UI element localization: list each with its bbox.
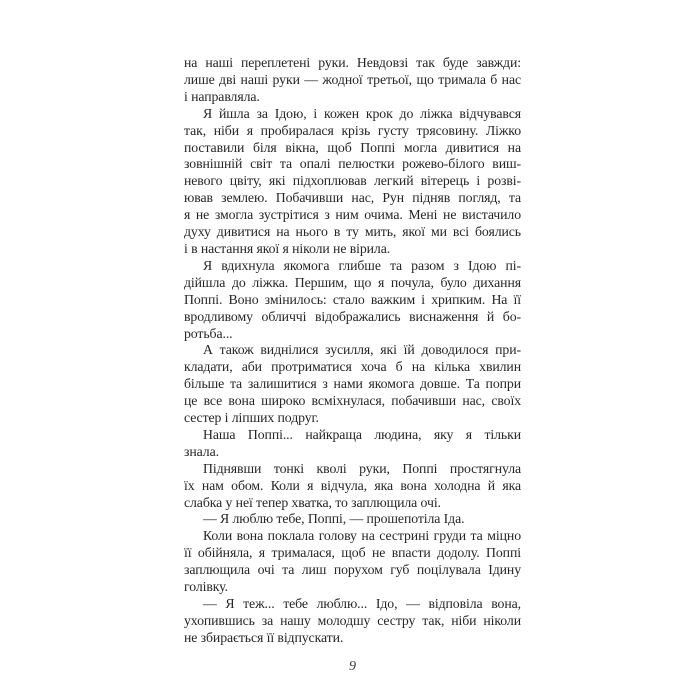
text-line: не збирається її відпускати.: [184, 629, 344, 645]
text-line: їх нам обом. Коли я відчула, яка вона холодна й яка: [184, 477, 521, 493]
text-line: і направляла.: [184, 88, 260, 104]
text-line: слабка у неї тепер хватка, то заплющила очі.: [184, 494, 441, 510]
text-line: невого цвіту, які підхоплював легкий вітерець і розві-: [184, 173, 521, 189]
paragraph: [184, 596, 521, 647]
text-line: дійшла до ліжка. Першим, що я почула, було дихання: [184, 274, 521, 290]
text-line: кладати, аби протриматися хоча б на кілька хвилин: [184, 359, 521, 375]
text-line: — Я люблю тебе, Поппі, — прошепотіла Іда.: [203, 511, 465, 527]
text-line: А також виднілися зусилля, які їй доводилося при-: [203, 342, 521, 358]
text-line: вродливому обличчі відображались виснаження й бо-: [184, 308, 521, 324]
page-text: [184, 55, 521, 647]
text-line: голівку.: [184, 579, 228, 595]
text-line: — Я теж... тебе люблю... Ідо, — відповіла вона,: [203, 596, 521, 611]
paragraph: [184, 342, 521, 427]
text-line: так, ніби я пробиралася крізь густу трясовину. Ліжко: [184, 122, 521, 138]
text-line: її обійняла, я трималася, щоб не впасти додолу. Поппі: [184, 545, 521, 561]
text-line: це все вона широко всміхнулася, побачивши нас, своїх: [184, 393, 521, 409]
text-line: поставили біля вікна, щоб Поппі могла дивитися на: [184, 139, 521, 155]
text-line: лише дві наші руки — жодної третьої, що тримала б нас: [184, 71, 521, 87]
paragraph: [184, 55, 521, 106]
paragraph: [184, 258, 521, 343]
text-line: Коли вона поклала голову на сестрині груди та міцно: [203, 528, 521, 544]
text-line: сестер і ліпших подруг.: [184, 410, 319, 426]
text-line: Піднявши тонкі кволі руки, Поппі простягнула: [203, 460, 521, 476]
text-line: зовнішній світ та опалі пелюстки рожево-білого виш-: [184, 156, 521, 172]
paragraph: [184, 106, 521, 258]
text-line: ротьба...: [184, 325, 233, 341]
text-line: Я вдихнула якомога глибше та разом з Ідою пі-: [203, 257, 521, 273]
paragraph: [184, 528, 521, 596]
text-line: більше та залишитися з нами якомога довше. Та попри: [184, 376, 521, 392]
text-line: заплющила очі та лиш порухом губ поцілувала Ідину: [184, 562, 521, 578]
text-line: ухопившись за нашу молодшу сестру так, ніби ніколи: [184, 612, 521, 628]
paragraph: [184, 461, 521, 512]
text-line: ював землею. Побачивши нас, Рун підняв погляд, та: [184, 190, 521, 206]
text-line: духу дивитися на нього в ту мить, якої ми всі боялись: [184, 224, 521, 240]
text-line: на наші переплетені руки. Невдовзі так буде завжди:: [184, 55, 521, 70]
text-line: Поппі. Воно змінилось: стало важким і хрипким. На її: [184, 291, 521, 307]
page-number: 9: [349, 659, 356, 674]
text-line: Я йшла за Ідою, і кожен крок до ліжка відчувався: [203, 105, 521, 121]
paragraph: [184, 511, 521, 528]
text-line: Наша Поппі... найкраща людина, яку я тільки: [203, 426, 521, 442]
text-line: я не змогла зустрітися з ним очима. Мені не вистачило: [184, 207, 521, 223]
text-line: знала.: [184, 443, 219, 459]
paragraph: [184, 427, 521, 461]
text-line: і в настання якої я ніколи не вірила.: [184, 240, 391, 256]
